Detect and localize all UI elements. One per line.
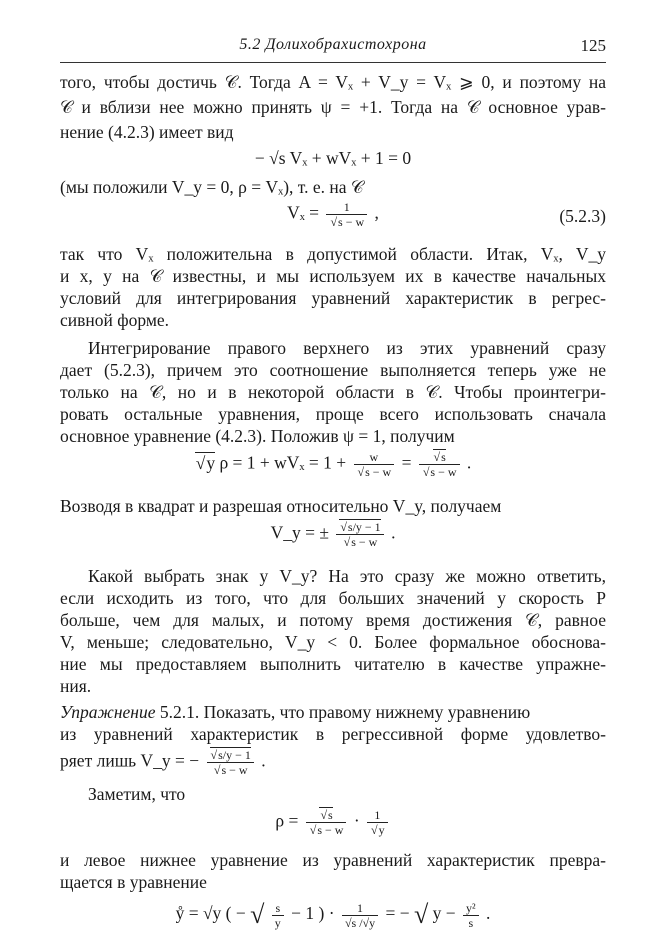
equation-5 bbox=[60, 808, 606, 837]
fraction bbox=[306, 808, 347, 837]
text-line: из уравнений характеристик в регрессивной форме удовлетво- bbox=[60, 724, 606, 744]
text-line: ния. bbox=[60, 676, 92, 696]
fraction bbox=[207, 748, 254, 777]
fraction-denominator bbox=[367, 823, 388, 837]
sqrt: √ s bbox=[213, 762, 226, 777]
fraction-numerator: s bbox=[272, 901, 284, 916]
text-line: Заметим, что bbox=[88, 784, 186, 804]
eq-tail: , bbox=[374, 202, 379, 223]
fraction-numerator bbox=[306, 808, 347, 823]
page-header bbox=[60, 36, 606, 63]
text-line: щается в уравнение bbox=[60, 872, 207, 892]
text-line: V, меньше; следовательно, V_y < 0. Более формальное обоснова- bbox=[60, 632, 606, 652]
eq-part: − bbox=[235, 903, 246, 924]
equation-4 bbox=[60, 520, 606, 549]
eq-lhs: ẙ = √y ( bbox=[175, 903, 232, 924]
eq-part: − 1 ) bbox=[291, 903, 325, 924]
equation-6 bbox=[60, 900, 606, 930]
sqrt: √ s bbox=[319, 807, 332, 822]
fraction-numerator bbox=[419, 450, 460, 465]
sqrt: √ s/y − 1 bbox=[210, 747, 251, 762]
text-line: основное уравнение (4.2.3). Положив ψ = 1, получим bbox=[60, 426, 455, 446]
equation-3 bbox=[60, 450, 606, 479]
multiply-dot: · bbox=[353, 810, 360, 831]
den-rest: − w bbox=[358, 535, 378, 549]
text-line: того, чтобы достичь 𝒞. Тогда A = Vₓ + V_y = Vₓ ⩾ 0, и поэтому на bbox=[60, 72, 606, 92]
fraction bbox=[419, 450, 460, 479]
text-line: дает (5.2.3), причем это соотношение выполняется теперь уже не bbox=[60, 360, 606, 380]
text-line: только на 𝒞, но и в некоторой области в 𝒞. Чтобы проинтегри- bbox=[60, 382, 606, 402]
fraction-denominator: √s /√y bbox=[344, 915, 376, 930]
fraction-numerator: 1 bbox=[342, 901, 378, 916]
fraction bbox=[354, 450, 395, 479]
sqrt: √ s bbox=[343, 534, 356, 549]
equation-number: (5.2.3) bbox=[559, 206, 606, 226]
equation-1: − √s Vₓ + wVₓ + 1 = 0 bbox=[254, 148, 412, 168]
eq-part: = bbox=[401, 452, 412, 473]
fraction bbox=[463, 901, 479, 930]
exercise-line bbox=[60, 700, 606, 724]
text-line: и x, y на 𝒞 известны, и мы используем их в качестве начальных bbox=[60, 266, 606, 286]
sqrt: √ s bbox=[309, 822, 322, 837]
den-rest: − w bbox=[229, 763, 248, 777]
multiply-dot: · bbox=[328, 903, 335, 924]
exercise-text: 5.2.1. Показать, что правому нижнему уравнению bbox=[155, 702, 531, 722]
fraction-numerator bbox=[207, 748, 254, 763]
exercise-formula-line bbox=[60, 748, 606, 777]
fraction-denominator bbox=[419, 465, 460, 479]
text-line: условий для интегрирования уравнений характеристик в регрес- bbox=[60, 288, 606, 308]
sqrt: √ s bbox=[329, 214, 342, 229]
eq-tail: . bbox=[261, 750, 266, 771]
den-rest: − w bbox=[438, 465, 457, 479]
running-title: 5.2 Долихобрахистохрона bbox=[239, 36, 427, 53]
text-line: так что Vₓ положительна в допустимой области. Итак, Vₓ, V_y bbox=[60, 244, 606, 264]
text-line: (мы положили V_y = 0, ρ = Vₓ), т. е. на 𝒞 bbox=[60, 177, 364, 197]
big-sqrt-icon: √ bbox=[414, 900, 429, 929]
text-line: больше, чем для малых, и потому время достижения 𝒞, равное bbox=[60, 610, 606, 630]
text-line: если исходить из того, что для больших значений y скорость P bbox=[60, 588, 606, 608]
sqrt: √ s bbox=[357, 464, 370, 479]
text-line: ровать остальные уравнения, проще всего использовать сначала bbox=[60, 404, 606, 424]
fraction-denominator bbox=[326, 215, 367, 229]
page-number: 125 bbox=[580, 36, 606, 55]
sqrt: √ y bbox=[195, 452, 215, 473]
eq-tail: . bbox=[466, 452, 472, 473]
eq-tail: . bbox=[391, 522, 396, 543]
text-line: Возводя в квадрат и разрешая относительно V_y, получаем bbox=[60, 496, 502, 516]
sqrt: √ s bbox=[422, 464, 435, 479]
text-line: и левое нижнее уравнение из уравнений характеристик превра- bbox=[60, 850, 606, 870]
fraction bbox=[326, 200, 367, 229]
fraction-denominator bbox=[306, 823, 347, 837]
fraction-denominator bbox=[354, 465, 395, 479]
eq-tail: . bbox=[486, 903, 491, 924]
fraction-numerator: 1 bbox=[326, 200, 367, 215]
text-line: нение (4.2.3) имеет вид bbox=[60, 122, 234, 142]
text-line: Какой выбрать знак у V_y? На это сразу же можно ответить, bbox=[88, 566, 606, 586]
big-sqrt-icon: √ bbox=[250, 900, 265, 929]
fraction-numerator: y² bbox=[463, 901, 479, 916]
exercise-formula-text: ряет лишь V_y = − bbox=[60, 750, 200, 771]
den-rest: − w bbox=[325, 823, 344, 837]
fraction-denominator bbox=[336, 535, 383, 549]
fraction-denominator: y bbox=[274, 915, 281, 930]
fraction bbox=[367, 808, 388, 837]
sqrt: √ y bbox=[370, 822, 385, 837]
eq-part: y − bbox=[432, 903, 456, 924]
fraction-denominator bbox=[207, 763, 254, 777]
fraction-numerator: w bbox=[354, 450, 395, 465]
eq-lhs: ρ = bbox=[275, 810, 299, 831]
fraction-numerator: 1 bbox=[367, 808, 388, 823]
den-rest: − w bbox=[345, 215, 365, 229]
fraction bbox=[272, 901, 284, 930]
eq-lhs: V_y = ± bbox=[270, 522, 329, 543]
sqrt: √ s/y − 1 bbox=[339, 519, 380, 534]
text-line: Интегрирование правого верхнего из этих уравнений сразу bbox=[88, 338, 606, 358]
fraction-numerator bbox=[336, 520, 383, 535]
fraction bbox=[336, 520, 383, 549]
equation-5-2-3 bbox=[60, 200, 606, 229]
text-line: ние мы предоставляем выполнить читателю в качестве упражне- bbox=[60, 654, 606, 674]
eq-part: ρ = 1 + wVₓ = 1 + bbox=[219, 452, 347, 473]
exercise-label: Упражнение bbox=[60, 702, 156, 722]
fraction-denominator: s bbox=[468, 915, 474, 930]
eq-part: = − bbox=[385, 903, 410, 924]
text-line: сивной форме. bbox=[60, 310, 170, 330]
eq-lhs: Vₓ = bbox=[287, 202, 320, 223]
den-rest: − w bbox=[372, 465, 392, 479]
fraction bbox=[342, 901, 378, 930]
text-line: 𝒞 и вблизи нее можно принять ψ = +1. Тогда на 𝒞 основное урав- bbox=[60, 97, 606, 117]
sqrt: √ s bbox=[433, 449, 446, 464]
